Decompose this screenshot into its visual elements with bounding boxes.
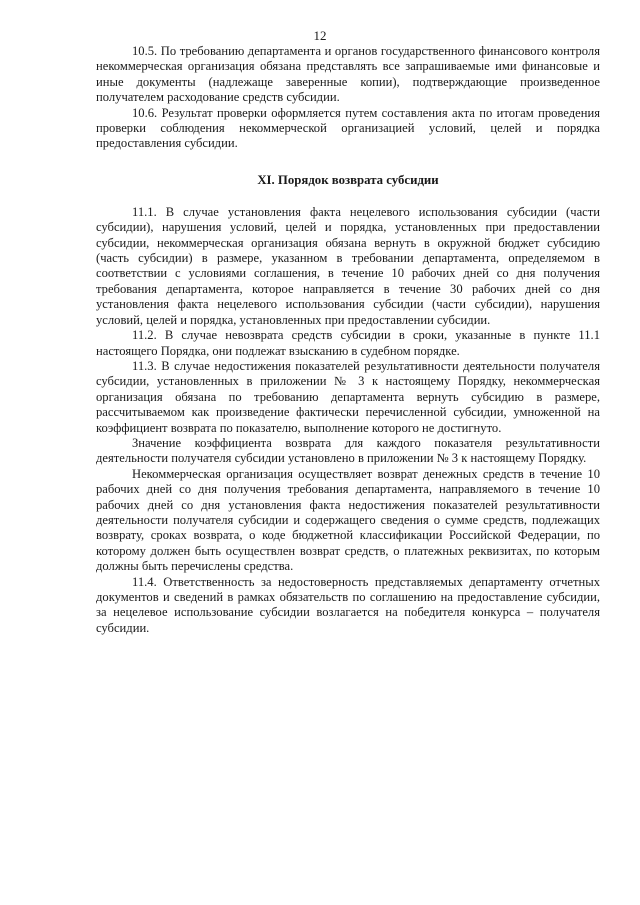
- document-body: [96, 44, 600, 636]
- section-title: XI. Порядок возврата субсидии: [257, 172, 439, 187]
- paragraph-10-5: 10.5. По требованию департамента и органов государственного финансового контроля некоммерческая организация обязана представлять все запрашиваемые ими финансовые и иные документы (надлежаще заверенные копии), подтверждающие произведенное получателем расходование средств субсидии.: [96, 44, 600, 105]
- paragraph-10-6: 10.6. Результат проверки оформляется путем составления акта по итогам проведения проверки соблюдения некоммерческой организацией условий, целей и порядка предоставления субсидии.: [96, 105, 600, 151]
- paragraph-coefficient: Значение коэффициента возврата для каждого показателя результативности деятельности получателя субсидии установлено в приложении № 3 к настоящему Порядку.: [96, 435, 600, 466]
- paragraph-11-4: 11.4. Ответственность за недостоверность представляемых департаменту отчетных документов и сведений в рамках обязательств по соглашению на предоставление субсидии, за нецелевое использование субсидии возлагается на победителя конкурса – получателя субсидии.: [96, 574, 600, 635]
- paragraph-11-1: 11.1. В случае установления факта нецелевого использования субсидии (части субсидии), нарушения условий, целей и порядка, установленных при предоставлении субсидии, некоммерческая организация обязана вернуть в окружной бюджет субсидию (часть субсидии) в размере, указанном в требовании департамента, определяемом в соответствии с условиями соглашения, в течение 10 рабочих дней со дня получения требования департамента, которое направляется в течение 30 рабочих дней со дня установления факта нецелевого использования субсидии (части субсидии), нарушения условий, целей и порядка, установленных при предоставлении субсидии.: [96, 204, 600, 327]
- paragraph-11-2: 11.2. В случае невозврата средств субсидии в сроки, указанные в пункте 11.1 настоящего Порядка, они подлежат взысканию в судебном порядке.: [96, 328, 600, 358]
- page-number: 12: [313, 28, 327, 43]
- paragraph-refund-procedure: Некоммерческая организация осуществляет возврат денежных средств в течение 10 рабочих дней со дня получения требования департамента, направляемого в течение 10 рабочих дней со дня установления факта недостижения показателей результативности деятельности получателя субсидии и содержащего сведения о сумме средств, подлежащих возврату, сроках возврата, о коде бюджетной классификации Российской Федерации, по которому должен быть осуществлен возврат средств, о платежных реквизитах, по которым должны быть перечислены средства.: [96, 466, 600, 574]
- paragraph-11-3: 11.3. В случае недостижения показателей результативности деятельности получателя субсидии, установленных в приложении № 3 к настоящему Порядку, некоммерческая организация обязана по требованию департамента вернуть субсидию в размере, рассчитываемом как произведение фактически перечисленной субсидии, умноженной на коэффициент возврата по показателю, выполнение которого не достигнуто.: [96, 358, 600, 435]
